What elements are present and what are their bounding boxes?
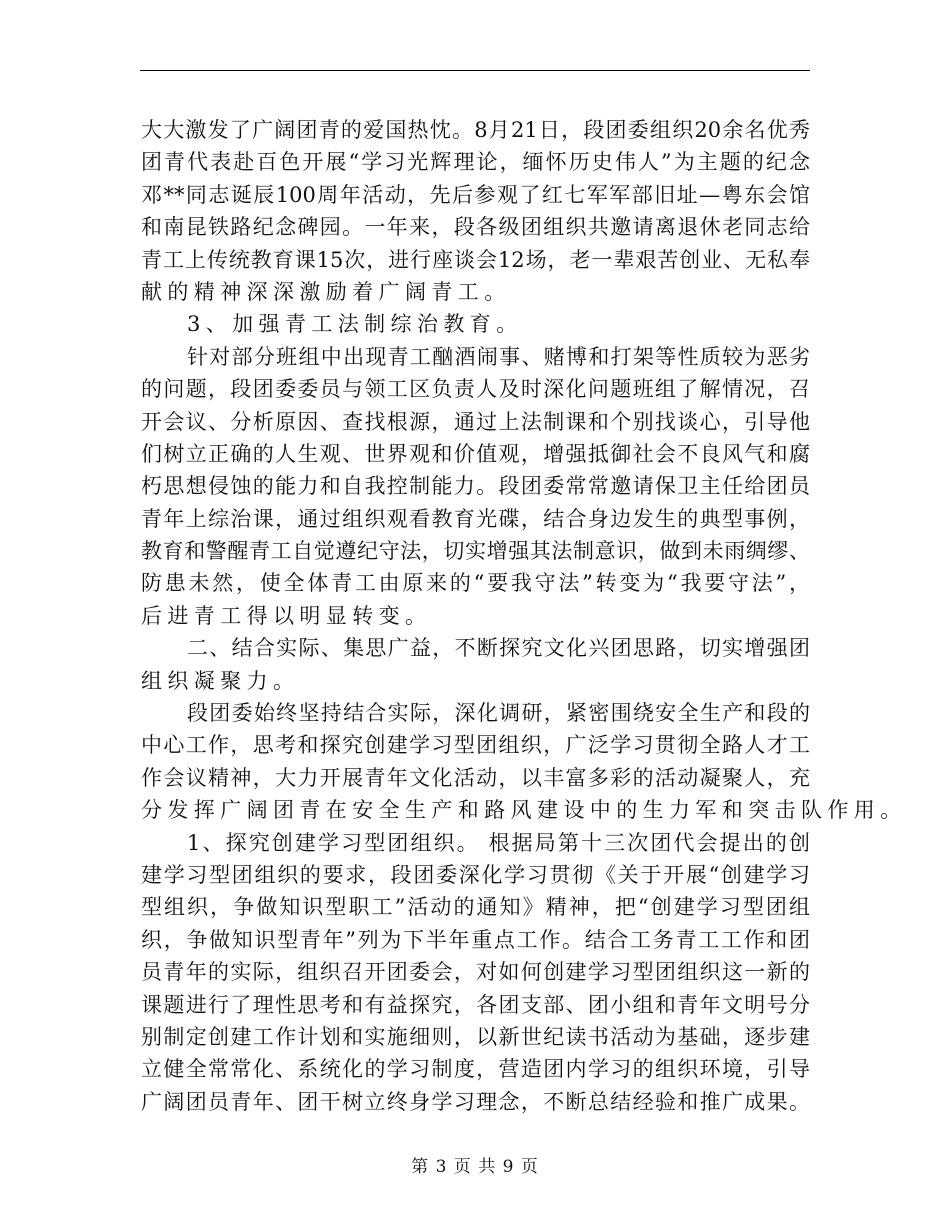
text-line: 青年上综治课，通过组织观看教育光碟，结合身边发生的典型事例， xyxy=(141,506,810,531)
text-line: 针对部分班组中出现青工酗酒闹事、赌博和打架等性质较为恶劣 xyxy=(187,344,810,369)
text-line: 建学习型团组织的要求，段团委深化学习贯彻《关于开展“创建学习 xyxy=(141,862,810,887)
text-line: 献的精神深深激励着广阔青工。 xyxy=(141,279,511,304)
text-line: 作会议精神，大力开展青年文化活动，以丰富多彩的活动凝聚人，充 xyxy=(141,765,810,790)
header-rule xyxy=(140,70,810,71)
text-line: 团青代表赴百色开展“学习光辉理论，缅怀历史伟人”为主题的纪念 xyxy=(141,150,810,175)
text-line: 教育和警醒青工自觉遵纪守法，切实增强其法制意识，做到未雨绸缪、 xyxy=(141,539,810,564)
text-line: 开会议、分析原因、查找根源，通过上法制课和个别找谈心，引导他 xyxy=(141,409,810,434)
text-line: 防患未然，使全体青工由原来的“要我守法”转变为“我要守法”， xyxy=(141,571,810,596)
text-line: 别制定创建工作计划和实施细则，以新世纪读书活动为基础，逐步建 xyxy=(141,1024,810,1049)
text-line: 邓**同志诞辰100周年活动，先后参观了红七军军部旧址—粤东会馆 xyxy=(141,182,810,207)
text-line: 组织凝聚力。 xyxy=(141,668,300,693)
document-body xyxy=(141,114,907,1118)
text-line: 1、探究创建学习型团组织。 根据局第十三次团代会提出的创 xyxy=(187,830,810,855)
text-line: 青工上传统教育课15次，进行座谈会12场，老一辈艰苦创业、无私奉 xyxy=(141,247,810,272)
text-line: 大大激发了广阔团青的爱国热忱。8月21日，段团委组织20余名优秀 xyxy=(141,118,810,142)
text-line: 们树立正确的人生观、世界观和价值观，增强抵御社会不良风气和腐 xyxy=(141,441,810,466)
text-line: 段团委始终坚持结合实际，深化调研，紧密围绕安全生产和段的 xyxy=(187,701,810,726)
text-line: 的问题，段团委委员与领工区负责人及时深化问题班组了解情况，召 xyxy=(141,377,810,402)
text-line: 型组织，争做知识型职工”活动的通知》精神，把“创建学习型团组 xyxy=(141,895,810,920)
text-line: 立健全常常化、系统化的学习制度，营造团内学习的组织环境，引导 xyxy=(141,1057,810,1082)
text-line: 课题进行了理性思考和有益探究，各团支部、团小组和青年文明号分 xyxy=(141,992,810,1017)
text-line: 织，争做知识型青年”列为下半年重点工作。结合工务青工工作和团 xyxy=(141,927,810,952)
text-line: 后进青工得以明显转变。 xyxy=(141,603,432,628)
text-line: 中心工作，思考和探究创建学习型团组织，广泛学习贯彻全路人才工 xyxy=(141,733,810,758)
page-footer: 第 3 页 共 9 页 xyxy=(411,1157,539,1177)
text-line: 分发挥广阔团青在安全生产和路风建设中的生力军和突击队作用。 xyxy=(141,798,907,823)
text-line: 3、加强青工法制综治教育。 xyxy=(187,312,523,337)
text-line: 员青年的实际，组织召开团委会，对如何创建学习型团组织这一新的 xyxy=(141,960,810,985)
text-line: 朽思想侵蚀的能力和自我控制能力。段团委常常邀请保卫主任给团员 xyxy=(141,474,810,499)
text-line: 广阔团员青年、团干树立终身学习理念，不断总结经验和推广成果。 xyxy=(141,1089,810,1114)
text-line: 和南昆铁路纪念碑园。一年来，段各级团组织共邀请离退休老同志给 xyxy=(141,215,810,240)
text-line: 二、结合实际、集思广益，不断探究文化兴团思路，切实增强团 xyxy=(187,636,810,661)
